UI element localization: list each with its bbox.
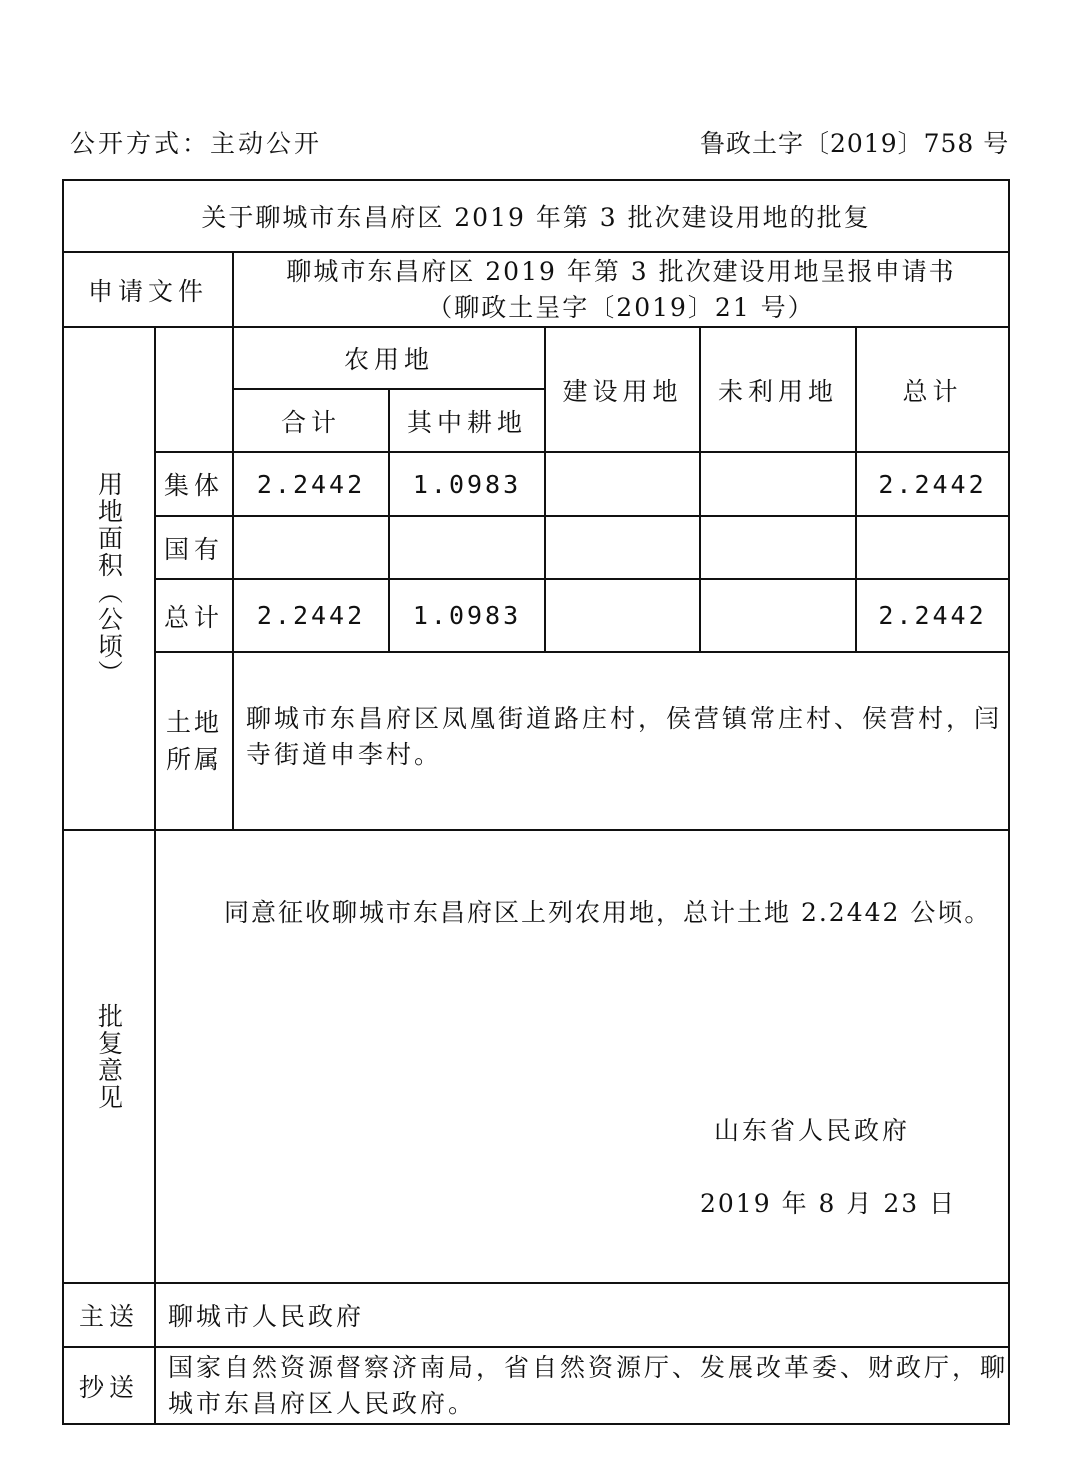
approval-label xyxy=(64,831,154,1282)
ownership-line-1: 聊城市东昌府区凤凰街道路庄村，侯营镇常庄村、侯营村，闫 xyxy=(246,704,1003,733)
document-title: 关于聊城市东昌府区 2019 年第 3 批次建设用地的批复 xyxy=(201,203,871,232)
row-label-state: 国有 xyxy=(163,534,224,564)
main-recipient-label: 主送 xyxy=(78,1302,139,1331)
total-unused xyxy=(701,580,855,651)
approval-label-text: 批复意见 xyxy=(94,1002,124,1111)
header-construction: 建设用地 xyxy=(562,376,683,406)
collective-construction xyxy=(546,453,699,515)
ownership-line-2: 寺街道申李村。 xyxy=(246,740,443,769)
land-area-label xyxy=(64,328,154,829)
collective-subtotal: 2.2442 xyxy=(256,469,366,499)
collective-total: 2.2442 xyxy=(878,469,987,499)
total-total: 2.2442 xyxy=(878,601,987,630)
header-arable: 其中耕地 xyxy=(406,407,527,437)
copy-to-label: 抄送 xyxy=(78,1372,139,1402)
ownership-label xyxy=(156,653,232,829)
copy-to-value xyxy=(168,1348,1008,1423)
header-total: 总计 xyxy=(902,376,963,406)
copy-to-line-1: 国家自然资源督察济南局，省自然资源厅、发展改革委、财政厅，聊 xyxy=(168,1352,1009,1382)
application-label: 申请文件 xyxy=(87,276,208,306)
document-number: 鲁政土字〔2019〕758 号 xyxy=(700,129,1010,158)
total-subtotal: 2.2442 xyxy=(256,601,366,630)
application-line-2: （聊政土呈字〔2019〕21 号） xyxy=(427,292,815,322)
header-subtotal: 合计 xyxy=(280,407,341,437)
total-arable: 1.0983 xyxy=(412,601,522,630)
approval-form-table xyxy=(62,179,1010,1425)
state-unused xyxy=(701,517,855,578)
disclosure-mode: 公开方式：主动公开 xyxy=(70,129,323,158)
state-total xyxy=(857,517,1008,578)
land-area-label-text: 用地面积（公顷） xyxy=(94,470,124,687)
row-label-collective: 集体 xyxy=(163,471,224,500)
ownership-label-line-1: 土地 xyxy=(165,708,222,737)
approval-text: 同意征收聊城市东昌府区上列农用地，总计土地 2.2442 公顷。 xyxy=(224,898,992,927)
main-recipient-value: 聊城市人民政府 xyxy=(168,1302,365,1331)
collective-unused xyxy=(701,453,855,515)
row-label-total: 总计 xyxy=(163,602,224,632)
state-construction xyxy=(546,517,699,578)
header-farm-land: 农用地 xyxy=(343,345,434,374)
application-line-1: 聊城市东昌府区 2019 年第 3 批次建设用地呈报申请书 xyxy=(286,256,956,286)
ownership-villages xyxy=(246,653,1008,829)
approval-date: 2019 年 8 月 23 日 xyxy=(700,1189,957,1218)
header-unused: 未利用地 xyxy=(717,376,838,406)
collective-arable: 1.0983 xyxy=(412,469,522,499)
copy-to-line-2: 城市东昌府区人民政府。 xyxy=(168,1388,477,1418)
application-document xyxy=(234,253,1008,326)
rule-area-section xyxy=(64,829,1008,831)
total-construction xyxy=(546,580,699,651)
ownership-label-line-2: 所属 xyxy=(165,745,222,774)
state-subtotal xyxy=(234,517,388,578)
issuing-authority: 山东省人民政府 xyxy=(714,1116,911,1145)
state-arable xyxy=(390,517,544,578)
